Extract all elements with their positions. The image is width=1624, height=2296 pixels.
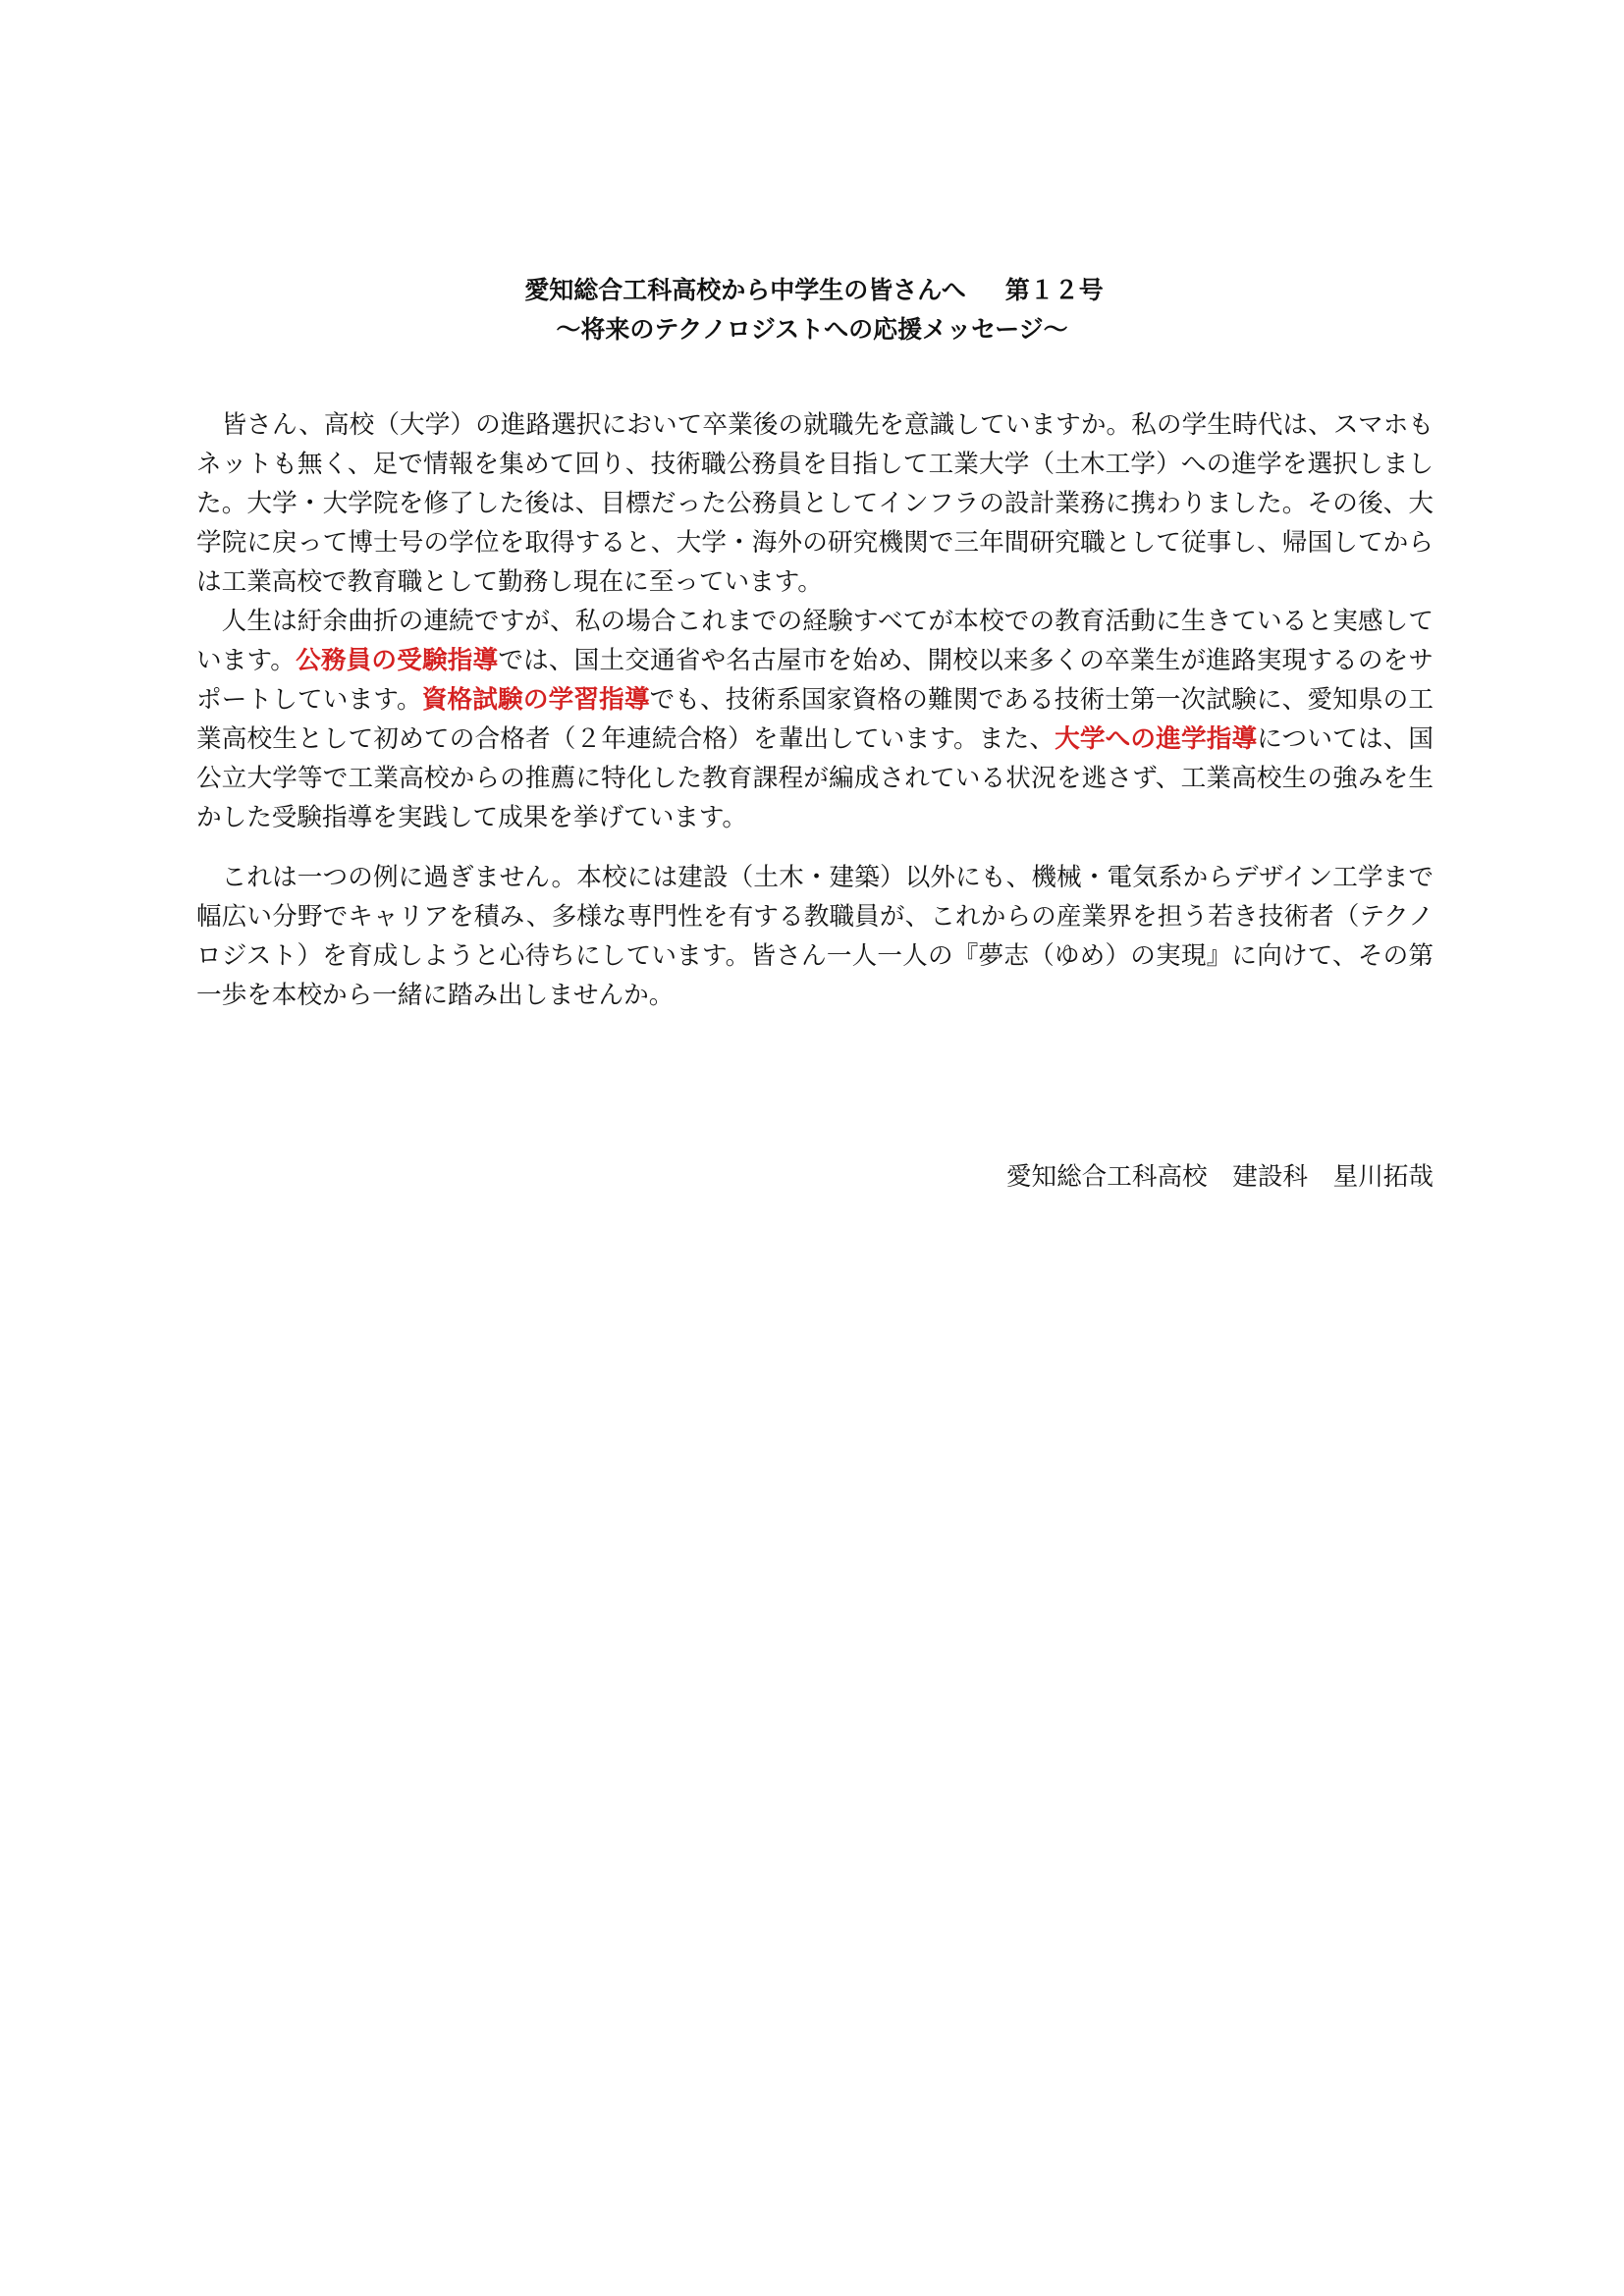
paragraph-2-text-2: では、国土交通省や名古屋市を始め、開校以来多くの卒業生が進路実現するのをサポートしています。 [196,646,1434,715]
page-title: 愛知総合工科高校から中学生の皆さんへ [524,276,966,304]
paragraph-3: これは一つの例に過ぎません。本校には建設（土木・建築）以外にも、機械・電気系からデザイン工学まで幅広い分野でキャリアを積み、多様な専門性を有する教職員が、これからの産業界を担う若き技術者（テクノロジスト）を育成しようと心待ちにしています。皆さん一人一人の『夢志（ゆめ）の実現』に向けて、その第一歩を本校から一緒に踏み出しませんか。 [196,863,1434,1010]
paragraph-2-text-4: については、国公立大学等で工業高校からの推薦に特化した教育課程が編成されている状況を逃さず、工業高校生の強みを生かした受験指導を実践して成果を挙げています。 [196,724,1434,832]
paragraph-2-text-3: でも、技術系国家資格の難関である技術士第一次試験に、愛知県の工業高校生として初めての合格者（２年連続合格）を輩出しています。また、 [196,685,1434,754]
highlight-civil-service-guidance: 公務員の受験指導 [296,646,499,675]
message-body [196,405,1434,1015]
highlight-qualification-study-guidance: 資格試験の学習指導 [421,685,650,715]
signature: 愛知総合工科高校 建設科 星川拓哉 [1005,1162,1434,1192]
paragraph-2 [196,602,1434,837]
highlight-university-guidance: 大学への進学指導 [1055,724,1258,754]
issue-number: 第１２号 [1004,276,1104,304]
paragraph-1: 皆さん、高校（大学）の進路選択において卒業後の就職先を意識していますか。私の学生時代は、スマホもネットも無く、足で情報を集めて回り、技術職公務員を目指して工業大学（土木工学）への進学を選択しました。大学・大学院を修了した後は、目標だった公務員としてインフラの設計業務に携わりました。その後、大学院に戻って博士号の学位を取得すると、大学・海外の研究機関で三年間研究職として従事し、帰国してからは工業高校で教育職として勤務し現在に至っています。 [196,410,1434,597]
document-header [0,271,1624,349]
page-subtitle: ～将来のテクノロジストへの応援メッセージ～ [556,315,1068,344]
paragraph-2-text-1: 人生は紆余曲折の連続ですが、私の場合これまでの経験すべてが本校での教育活動に生きていると実感しています。 [196,607,1434,675]
title-line [0,271,1624,310]
